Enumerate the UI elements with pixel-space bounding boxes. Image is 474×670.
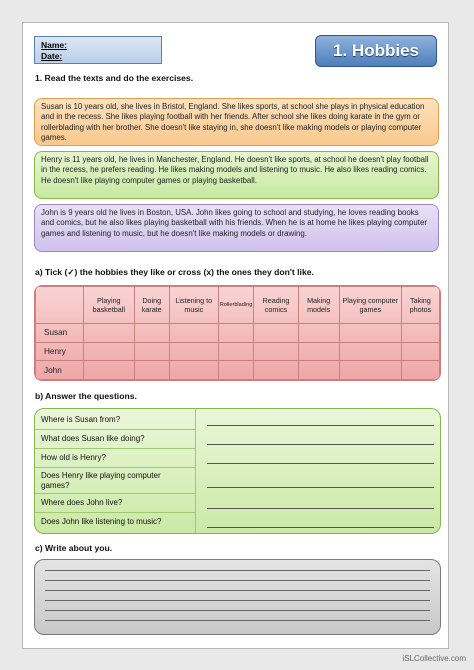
tick-cell[interactable]: [401, 342, 439, 361]
section-c-heading: c) Write about you.: [35, 543, 113, 553]
question: How old is Henry?: [41, 453, 106, 462]
tick-cell[interactable]: [218, 361, 254, 380]
watermark: iSLCollective.com: [402, 654, 466, 663]
writing-line: [45, 610, 430, 611]
text-susan: Susan is 10 years old, she lives in Bristol, England. She likes sports, at school she plays in physical education and in the recess. She likes playing football with her friends. After school she likes doing karate in the gym or rollerblading with her brother. She doesn't like staying in, she doesn't like making models or playing computer games.: [34, 98, 439, 146]
text-john: John is 9 years old he lives in Boston, USA. John likes going to school and studying, he loves reading books and comics, but he also likes playing basketball with his friends. When he is at home he likes playing computer games and listening to music, but he doesn't like making models or drawing.: [34, 204, 439, 252]
col-header: Playing basketball: [84, 287, 135, 324]
qa-divider: [195, 409, 196, 533]
table-corner: [36, 287, 84, 324]
date-label: Date:: [41, 51, 63, 61]
writing-line: [45, 570, 430, 571]
answer-line[interactable]: [207, 508, 434, 509]
tick-cell[interactable]: [339, 324, 401, 343]
tick-cell[interactable]: [254, 361, 298, 380]
col-header: Listening to music: [169, 287, 218, 324]
tick-cell[interactable]: [298, 361, 339, 380]
row-separator: [35, 493, 195, 494]
tick-cell[interactable]: [298, 342, 339, 361]
tick-cell[interactable]: [339, 361, 401, 380]
col-header: Doing karate: [134, 287, 169, 324]
name-date-box[interactable]: [34, 36, 162, 64]
name-label: Name:: [41, 40, 67, 50]
tick-cell[interactable]: [84, 361, 135, 380]
questions-box: [34, 408, 441, 534]
row-separator: [35, 512, 195, 513]
tick-cell[interactable]: [169, 324, 218, 343]
tick-cell[interactable]: [134, 324, 169, 343]
question: Where is Susan from?: [41, 415, 121, 424]
tick-cell[interactable]: [84, 342, 135, 361]
col-header: Reading comics: [254, 287, 298, 324]
tick-cell[interactable]: [298, 324, 339, 343]
tick-cell[interactable]: [339, 342, 401, 361]
tick-cell[interactable]: [169, 361, 218, 380]
col-header: Playing computer games: [339, 287, 401, 324]
section-a-heading: a) Tick (✓) the hobbies they like or cross (x) the ones they don't like.: [35, 267, 314, 277]
writing-line: [45, 600, 430, 601]
answer-line[interactable]: [207, 425, 434, 426]
col-header: Making models: [298, 287, 339, 324]
tick-cell[interactable]: [401, 324, 439, 343]
hobby-table: [34, 285, 441, 381]
tick-cell[interactable]: [84, 324, 135, 343]
tick-cell[interactable]: [254, 324, 298, 343]
row-separator: [35, 467, 195, 468]
writing-line: [45, 580, 430, 581]
tick-cell[interactable]: [134, 361, 169, 380]
col-header: Rollerblading: [218, 287, 254, 324]
col-header: Taking photos: [401, 287, 439, 324]
tick-cell[interactable]: [401, 361, 439, 380]
tick-cell[interactable]: [169, 342, 218, 361]
writing-line: [45, 590, 430, 591]
row-header: Susan: [36, 324, 84, 343]
tick-cell[interactable]: [254, 342, 298, 361]
worksheet: [22, 22, 449, 649]
row-header: Henry: [36, 342, 84, 361]
writing-box[interactable]: [34, 559, 441, 635]
section1-heading: 1. Read the texts and do the exercises.: [35, 73, 194, 83]
text-henry: Henry is 11 years old, he lives in Manchester, England. He doesn't like sports, at school he doesn't play football in the recess, he prefers reading. He likes making models and listening to music. He also likes reading comics. He doesn't like playing computer games or playing basketball.: [34, 151, 439, 199]
section-b-heading: b) Answer the questions.: [35, 391, 137, 401]
answer-line[interactable]: [207, 487, 434, 488]
row-separator: [35, 429, 195, 430]
worksheet-title: 1. Hobbies: [315, 35, 437, 67]
question: Where does John live?: [41, 498, 123, 507]
answer-line[interactable]: [207, 444, 434, 445]
question: Does John like listening to music?: [41, 517, 162, 526]
question: Does Henry like playing computer games?: [41, 471, 161, 490]
row-separator: [35, 448, 195, 449]
tick-cell[interactable]: [134, 342, 169, 361]
answer-line[interactable]: [207, 463, 434, 464]
tick-cell[interactable]: [218, 324, 254, 343]
question: What does Susan like doing?: [41, 434, 145, 443]
row-header: John: [36, 361, 84, 380]
tick-cell[interactable]: [218, 342, 254, 361]
writing-line: [45, 620, 430, 621]
answer-line[interactable]: [207, 527, 434, 528]
